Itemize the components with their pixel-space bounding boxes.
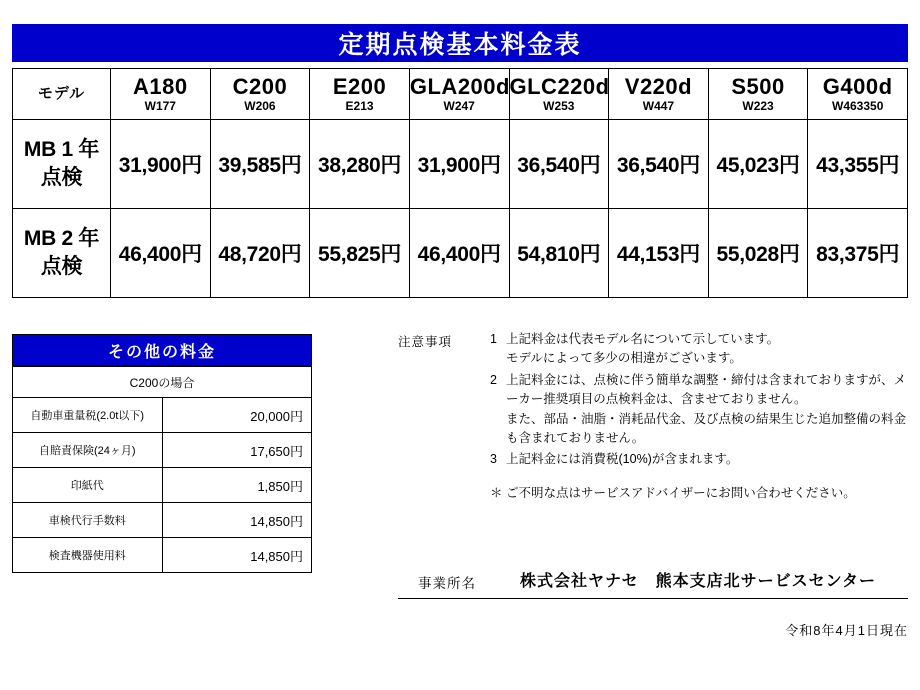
table-row [13,120,908,209]
list-item [490,450,910,469]
column-model-name: S500 [731,73,785,99]
column-model-code: W463350 [832,99,884,114]
column-model-code: W177 [144,99,176,114]
inspection-price-table [12,68,908,298]
fee-name: 自動車重量税(2.0t以下) [13,398,163,433]
price-cell: 46,400円 [111,209,211,298]
list-item [490,371,910,449]
note-number: 1 [490,332,497,346]
column-model-code: W223 [742,99,774,114]
column-model-code: W247 [443,99,475,114]
fee-name: 自賠責保険(24ヶ月) [13,433,163,468]
note-text: 上記料金は代表モデル名について示しています。 [506,332,780,346]
row-label [13,120,111,209]
fee-value: 20,000円 [162,398,312,433]
fee-name: 印紙代 [13,468,163,503]
price-cell: 48,720円 [210,209,310,298]
table-row [13,468,312,503]
price-cell: 46,400円 [409,209,509,298]
column-header [310,69,410,120]
notes-list [490,330,910,470]
column-model-name: GLA200d [409,73,510,99]
other-fees-section [12,334,312,573]
fee-name: 検査機器使用料 [13,538,163,573]
list-item [490,330,910,369]
column-model-name: A180 [133,73,188,99]
row-label [13,209,111,298]
column-header [808,69,908,120]
note-subtext: また、部品・油脂・消耗品代金、及び点検の結果生じた追加整備の料金も含まれておりません。 [506,411,907,445]
price-cell: 55,028円 [708,209,808,298]
price-cell: 44,153円 [609,209,709,298]
note-number: 2 [490,372,497,387]
row-label-line2: 点検 [40,166,83,189]
column-header [409,69,509,120]
fee-value: 17,650円 [162,433,312,468]
note-body [506,450,910,469]
fee-value: 14,850円 [162,538,312,573]
price-cell: 38,280円 [310,120,410,209]
column-model-code: W206 [244,99,276,114]
other-fees-subtitle-row [13,367,312,398]
page-title: 定期点検基本料金表 [12,24,908,62]
footer-divider [398,598,908,599]
column-header [509,69,609,120]
column-header [708,69,808,120]
price-cell: 31,900円 [409,120,509,209]
price-cell: 31,900円 [111,120,211,209]
price-cell: 36,540円 [609,120,709,209]
price-cell: 39,585円 [210,120,310,209]
column-model-name: GLC220d [509,73,610,99]
table-row [13,433,312,468]
note-body [506,330,910,369]
effective-date: 令和8年4月1日現在 [785,623,908,638]
other-fees-subtitle: C200の場合 [13,367,312,398]
notes-heading: 注意事項 [398,335,453,349]
note-text: 上記料金には、点検に伴う簡単な調整・締付は含まれておりますが、メーカー推奨項目の点検料金は、含ませておりません。 [506,372,907,407]
price-cell: 45,023円 [708,120,808,209]
fee-name: 車検代行手数料 [13,503,163,538]
note-body [506,371,910,449]
column-model-name: E200 [332,73,387,99]
column-model-name: C200 [232,73,288,99]
table-row [13,209,908,298]
price-cell: 36,540円 [509,120,609,209]
notes-section [398,330,910,503]
column-header [609,69,709,120]
column-model-code: W447 [642,99,675,114]
column-model-name: V220d [624,73,693,99]
table-row [13,503,312,538]
row-label-line2: 点検 [40,255,83,278]
price-cell: 55,825円 [310,209,410,298]
model-corner-label: モデル [13,69,111,120]
column-model-code: W253 [543,99,575,114]
table-header-row [13,69,908,120]
note-text: 上記料金には消費税(10%)が含まれます。 [506,452,739,467]
other-fees-table [12,366,312,573]
notes-footnote: ＊ ご不明な点はサービスアドバイザーにお問い合わせください。 [490,485,856,500]
other-fees-title: その他の料金 [12,334,312,366]
office-name: 株式会社ヤナセ 熊本支店北サービスセンター [520,573,877,590]
column-header [111,69,211,120]
price-cell: 83,375円 [808,209,908,298]
office-label: 事業所名 [418,576,476,591]
price-cell: 54,810円 [509,209,609,298]
column-header [210,69,310,120]
row-label-line1: MB 2 年 [23,226,100,250]
price-cell: 43,355円 [808,120,908,209]
column-model-name: G400d [822,73,893,99]
fee-value: 1,850円 [162,468,312,503]
row-label-line1: MB 1 年 [23,137,100,161]
note-number: 3 [490,452,497,467]
fee-value: 14,850円 [162,503,312,538]
table-row [13,538,312,573]
note-subtext: モデルによって多少の相違がございます。 [506,351,742,366]
column-model-code: E213 [345,99,374,114]
table-row [13,398,312,433]
